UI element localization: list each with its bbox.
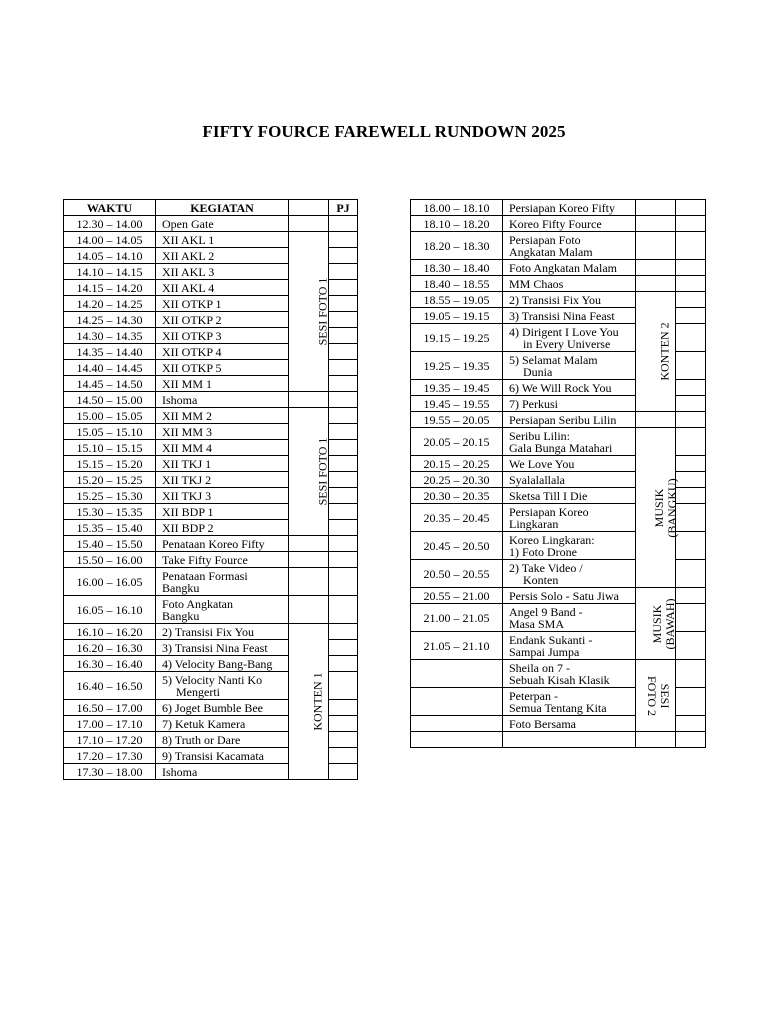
activity-cell: Peterpan - Semua Tentang Kita [503,688,636,716]
section-sesi-foto-1: SESI FOTO 1 [289,408,329,536]
time-cell: 20.35 – 20.45 [411,504,503,532]
time-cell: 14.20 – 14.25 [64,296,156,312]
time-cell: 18.30 – 18.40 [411,260,503,276]
section-cell [636,412,676,428]
activity-cell: Take Fifty Fource [156,552,289,568]
activity-cell: Persiapan Seribu Lilin [503,412,636,428]
table-row [64,232,358,248]
time-cell: 20.45 – 20.50 [411,532,503,560]
activity-cell: We Love You [503,456,636,472]
time-cell: 18.20 – 18.30 [411,232,503,260]
activity-cell: 8) Truth or Dare [156,732,289,748]
pj-cell [329,456,358,472]
activity-cell: Syalalallala [503,472,636,488]
table-row [411,732,706,748]
time-cell: 18.55 – 19.05 [411,292,503,308]
time-cell: 14.05 – 14.10 [64,248,156,264]
musik-label: MUSIK (BAWAH) [650,597,677,650]
activity-cell: XII TKJ 3 [156,488,289,504]
pj-cell [329,360,358,376]
pj-cell [329,700,358,716]
pj-cell [676,660,706,688]
pj-cell [329,732,358,748]
activity-cell: 5) Velocity Nanti Ko Mengerti [156,672,289,700]
activity-cell: Persis Solo - Satu Jiwa [503,588,636,604]
pj-cell [329,472,358,488]
time-cell: 16.10 – 16.20 [64,624,156,640]
activity-cell: XII BDP 2 [156,520,289,536]
time-cell: 20.55 – 21.00 [411,588,503,604]
time-cell: 16.20 – 16.30 [64,640,156,656]
pj-cell [329,716,358,732]
time-cell: 16.30 – 16.40 [64,656,156,672]
time-cell: 17.10 – 17.20 [64,732,156,748]
pj-cell [676,200,706,216]
table-row [411,660,706,688]
time-cell [411,688,503,716]
activity-cell: Endank Sukanti - Sampai Jumpa [503,632,636,660]
table-header-row [64,200,358,216]
section-sesi-foto-2 [636,660,676,732]
pj-cell [676,232,706,260]
section-cell [636,260,676,276]
pj-cell [676,428,706,456]
activity-cell: Foto Bersama [503,716,636,732]
time-cell: 18.40 – 18.55 [411,276,503,292]
activity-cell: Sketsa Till I Die [503,488,636,504]
table-row [64,408,358,424]
section-musik-bawah [636,588,676,660]
time-cell: 14.45 – 14.50 [64,376,156,392]
time-cell: 17.30 – 18.00 [64,764,156,780]
time-cell: 16.40 – 16.50 [64,672,156,700]
activity-cell: XII AKL 2 [156,248,289,264]
section-cell [289,552,329,568]
activity-cell: XII MM 4 [156,440,289,456]
sesi-foto-2-label: SESI FOTO 2 [645,675,672,716]
pj-cell [329,672,358,700]
section-sesi-foto-1: SESI FOTO 1 [289,232,329,392]
time-cell: 14.00 – 14.05 [64,232,156,248]
header-section [289,200,329,216]
time-cell: 14.15 – 14.20 [64,280,156,296]
activity-cell: Sheila on 7 - Sebuah Kisah Klasik [503,660,636,688]
activity-cell: XII MM 2 [156,408,289,424]
time-cell [411,732,503,748]
activity-cell: Ishoma [156,764,289,780]
time-cell: 16.00 – 16.05 [64,568,156,596]
pj-cell [329,504,358,520]
time-cell: 14.25 – 14.30 [64,312,156,328]
table-row [64,392,358,408]
time-cell: 15.20 – 15.25 [64,472,156,488]
section-cell [329,764,358,780]
pj-cell [329,312,358,328]
pj-cell [676,532,706,560]
pj-cell [676,324,706,352]
pj-cell [676,588,706,604]
activity-cell: 5) Selamat Malam Dunia [503,352,636,380]
section-cell [289,596,329,624]
table-row [64,216,358,232]
activity-cell: XII OTKP 1 [156,296,289,312]
time-cell: 16.50 – 17.00 [64,700,156,716]
rundown-table-left [63,199,358,780]
time-cell [411,716,503,732]
pj-cell [329,440,358,456]
pj-cell [329,392,358,408]
section-cell [289,392,329,408]
pj-cell [329,248,358,264]
time-cell: 17.00 – 17.10 [64,716,156,732]
activity-cell: 6) Joget Bumble Bee [156,700,289,716]
time-cell: 14.10 – 14.15 [64,264,156,280]
time-cell: 15.40 – 15.50 [64,536,156,552]
activity-cell: XII AKL 3 [156,264,289,280]
activity-cell: XII BDP 1 [156,504,289,520]
activity-cell: Persiapan Koreo Lingkaran [503,504,636,532]
pj-cell [329,232,358,248]
activity-cell: XII OTKP 2 [156,312,289,328]
pj-cell [329,552,358,568]
pj-cell [676,412,706,428]
section-musik-bangku [636,428,679,588]
time-cell [411,660,503,688]
pj-cell [329,216,358,232]
pj-cell [676,396,706,412]
time-cell: 20.15 – 20.25 [411,456,503,472]
header-time: WAKTU [64,200,156,216]
pj-cell [329,656,358,672]
pj-cell [329,424,358,440]
table-row [411,200,706,216]
time-cell: 14.30 – 14.35 [64,328,156,344]
activity-cell: Persiapan Koreo Fifty [503,200,636,216]
time-cell: 15.10 – 15.15 [64,440,156,456]
table-row [64,536,358,552]
activity-cell: 7) Perkusi [503,396,636,412]
activity-cell: Seribu Lilin: Gala Bunga Matahari [503,428,636,456]
section-cell [636,732,676,748]
time-cell: 15.30 – 15.35 [64,504,156,520]
time-cell: 19.55 – 20.05 [411,412,503,428]
pj-cell [329,748,358,764]
activity-cell: Persiapan Foto Angkatan Malam [503,232,636,260]
table-row [411,428,706,456]
pj-cell [329,408,358,424]
activity-cell: Koreo Lingkaran: 1) Foto Drone [503,532,636,560]
activity-cell: Penataan Koreo Fifty [156,536,289,552]
activity-cell: XII OTKP 4 [156,344,289,360]
time-cell: 15.50 – 16.00 [64,552,156,568]
pj-cell [329,624,358,640]
time-cell: 15.05 – 15.10 [64,424,156,440]
activity-cell: MM Chaos [503,276,636,292]
time-cell: 14.35 – 14.40 [64,344,156,360]
time-cell: 19.35 – 19.45 [411,380,503,396]
activity-cell: Foto Angkatan Bangku [156,596,289,624]
pj-cell [676,488,706,504]
rundown-table-right [410,199,706,748]
time-cell: 15.00 – 15.05 [64,408,156,424]
time-cell: 21.05 – 21.10 [411,632,503,660]
section-cell [636,232,676,260]
pj-cell [676,472,706,488]
time-cell: 14.50 – 15.00 [64,392,156,408]
pj-cell [676,276,706,292]
section-konten-2: KONTEN 2 [636,292,676,412]
activity-cell: 4) Dirigent I Love You in Every Universe [503,324,636,352]
pj-cell [329,520,358,536]
section-cell [636,200,676,216]
time-cell: 14.40 – 14.45 [64,360,156,376]
table-row [411,412,706,428]
section-cell [289,568,329,596]
pj-cell [676,732,706,748]
activity-cell: Penataan Formasi Bangku [156,568,289,596]
pj-cell [676,260,706,276]
time-cell: 19.25 – 19.35 [411,352,503,380]
time-cell: 19.15 – 19.25 [411,324,503,352]
section-cell [636,276,676,292]
pj-cell [676,456,706,472]
activity-cell: Angel 9 Band - Masa SMA [503,604,636,632]
table-row [411,292,706,308]
pj-cell [676,380,706,396]
time-cell: 12.30 – 14.00 [64,216,156,232]
activity-cell: 2) Take Video / Konten [503,560,636,588]
pj-cell [329,264,358,280]
table-row [64,596,358,624]
time-cell: 20.25 – 20.30 [411,472,503,488]
time-cell: 18.10 – 18.20 [411,216,503,232]
activity-cell: 3) Transisi Nina Feast [156,640,289,656]
pj-cell [329,280,358,296]
time-cell: 20.05 – 20.15 [411,428,503,456]
activity-cell: 7) Ketuk Kamera [156,716,289,732]
time-cell: 21.00 – 21.05 [411,604,503,632]
time-cell: 20.30 – 20.35 [411,488,503,504]
table-row [411,260,706,276]
pj-cell [676,688,706,716]
activity-cell: XII OTKP 3 [156,328,289,344]
time-cell: 15.15 – 15.20 [64,456,156,472]
activity-cell: XII MM 3 [156,424,289,440]
pj-cell [676,632,706,660]
table-row [411,276,706,292]
activity-cell: 2) Transisi Fix You [503,292,636,308]
pj-cell [676,308,706,324]
table-row [411,232,706,260]
time-cell: 15.35 – 15.40 [64,520,156,536]
activity-cell: XII TKJ 1 [156,456,289,472]
pj-cell [676,604,706,632]
pj-cell [676,504,706,532]
activity-cell: XII AKL 1 [156,232,289,248]
pj-cell [329,328,358,344]
musik-label: MUSIK (BANGKU) [652,477,679,538]
section-cell [636,216,676,232]
pj-cell [329,596,358,624]
pj-cell [329,568,358,596]
section-cell [289,216,329,232]
activity-cell: 6) We Will Rock You [503,380,636,396]
header-pj: PJ [329,200,358,216]
time-cell: 17.20 – 17.30 [64,748,156,764]
activity-cell: Koreo Fifty Fource [503,216,636,232]
activity-cell: Ishoma [156,392,289,408]
table-row [64,568,358,596]
activity-cell: 3) Transisi Nina Feast [503,308,636,324]
time-cell: 15.25 – 15.30 [64,488,156,504]
activity-cell: 9) Transisi Kacamata [156,748,289,764]
table-row [411,588,706,604]
pj-cell [676,352,706,380]
page-title: FIFTY FOURCE FAREWELL RUNDOWN 2025 [202,122,566,141]
section-konten-1: KONTEN 1 [289,624,329,780]
activity-cell: XII AKL 4 [156,280,289,296]
section-cell [289,536,329,552]
time-cell: 19.45 – 19.55 [411,396,503,412]
pj-cell [329,488,358,504]
pj-cell [329,296,358,312]
pj-cell [329,640,358,656]
table-row [64,624,358,640]
table-row [64,552,358,568]
activity-cell: 4) Velocity Bang-Bang [156,656,289,672]
activity-cell: XII MM 1 [156,376,289,392]
activity-cell: Open Gate [156,216,289,232]
pj-cell [676,716,706,732]
activity-cell: XII OTKP 5 [156,360,289,376]
time-cell: 20.50 – 20.55 [411,560,503,588]
table-row [411,216,706,232]
pj-cell [329,376,358,392]
pj-cell [676,216,706,232]
activity-cell: 2) Transisi Fix You [156,624,289,640]
pj-cell [676,560,706,588]
pj-cell [676,292,706,308]
pj-cell [329,344,358,360]
time-cell: 18.00 – 18.10 [411,200,503,216]
time-cell: 19.05 – 19.15 [411,308,503,324]
pj-cell [329,536,358,552]
activity-cell [503,732,636,748]
header-activity: KEGIATAN [156,200,289,216]
activity-cell: XII TKJ 2 [156,472,289,488]
activity-cell: Foto Angkatan Malam [503,260,636,276]
time-cell: 16.05 – 16.10 [64,596,156,624]
